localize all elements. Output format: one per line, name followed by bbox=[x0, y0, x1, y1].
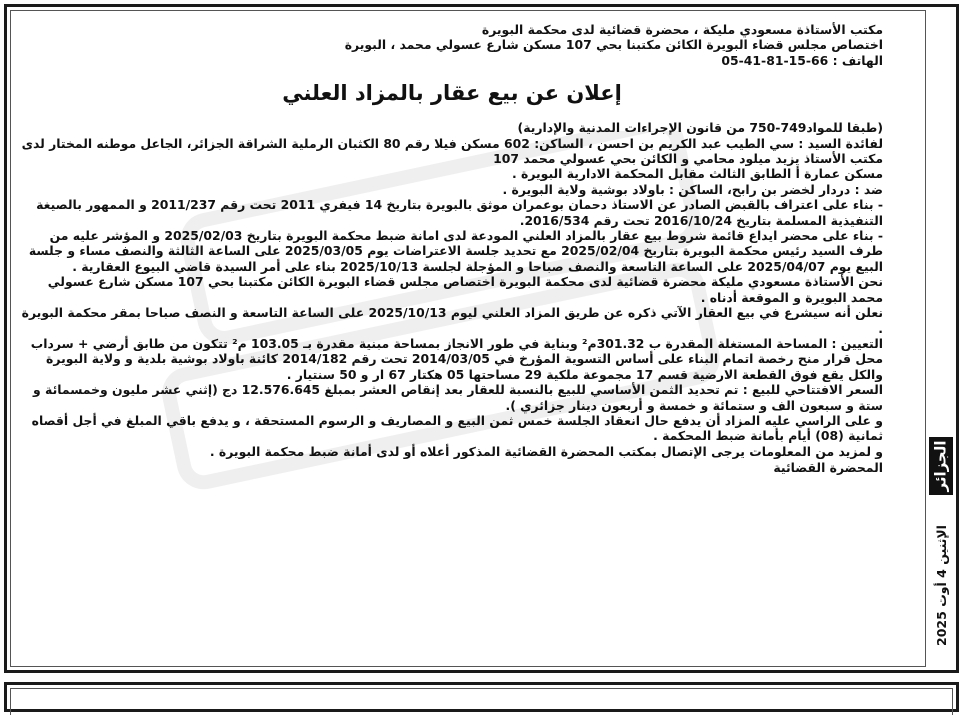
notice-title: إعلان عن بيع عقار بالمزاد العلني bbox=[282, 81, 622, 106]
office-phone: الهاتف : 66-15-81-41-05 bbox=[721, 52, 883, 68]
newspaper-brand bbox=[929, 437, 953, 495]
next-notice-inner bbox=[10, 688, 953, 715]
newspaper-brand-label: الجزائر bbox=[932, 440, 950, 492]
notice-content bbox=[21, 22, 883, 476]
defendant: ضد : دردار لخضر بن رابح، الساكن : باولاد بوشية ولاية البويرة . bbox=[502, 181, 883, 197]
basis-receipt: - بناء على اعتراف بالقبض الصادر عن الاستاذ دحمان بوعمران موثق بالبويرة بتاريخ 14 فيفري 2011 تحت رقم 2011/237 و الممهور بالصيغة التنفيذية المسلمة بتاريخ 2016/10/24 تحت رقم 2016/534. bbox=[36, 197, 883, 228]
beneficiary-address: مسكن عمارة أ الطابق الثالث مقابل المحكمة الادارية البويرة . bbox=[511, 166, 883, 182]
property-description: التعيين : المساحة المستغلة المقدرة ب 301.32م² وبناية في طور الانجاز بمساحة مبنية مقدرة بـ 103.05 م² تتكون من طابق أرضي + سرداب محل قرار منح رخصة اتمام البناء على أساس التسوية المؤرخ في 2014/03/05 تحت رقم 2014/182 كائنة باولاد بوشية بلدية و ولاية البويرة والكل يقع فوق القطعة الارضية قسم 17 مجموعة ملكية 29 مساحتها 05 هكتار 67 ار و 50 سنتيار . bbox=[30, 335, 883, 382]
contact-info: و لمزيد من المعلومات يرجى الإتصال بمكتب المحضرة القضائية المذكور أعلاه أو لدى أمانة ضبط محكمة البويرة . bbox=[209, 443, 883, 459]
opening-price: السعر الافتتاحي للبيع : تم تحديد الثمن الأساسي للبيع بالنسبة للعقار بعد إنقاص العشر بمبلغ 12.576.645 دج (إثني عشر مليون وخمسمائة و ستة و سبعون الف و ستمائة و خمسة و أربعون دينار جزائري ). bbox=[33, 382, 883, 413]
issue-date bbox=[929, 499, 953, 671]
office-address: اختصاص مجلس قضاء البويرة الكائن مكتبنا بحي 107 مسكن شارع عسولي محمد ، البويرة bbox=[344, 37, 883, 53]
notice-inner-frame bbox=[10, 10, 926, 667]
next-notice-box bbox=[4, 682, 959, 712]
payment-terms: و على الراسي عليه المزاد أن يدفع حال انعقاد الجلسة خمس ثمن البيع و المصاريف و الرسوم المستحقة ، و يدفع باقي المبلغ في أجل أقصاه ثمانية (08) أيام بأمانة ضبط المحكمة . bbox=[31, 412, 883, 444]
side-strip bbox=[929, 437, 953, 673]
sale-announcement: نعلن أنه سيشرع في بيع العقار الآتي ذكره عن طريق المزاد العلني ليوم 2025/10/13 على الساعة التاسعة و النصف صباحا بمقر محكمة البويرة . bbox=[21, 305, 883, 336]
auction-notice-box bbox=[4, 4, 959, 673]
issue-date-label: الإثنين 4 أوت 2025 bbox=[933, 524, 949, 646]
bailiff-statement: نحن الأستاذة مسعودي مليكة محضرة قضائية لدى محكمة البويرة اختصاص مجلس قضاء البويرة الكائن مكتبنا بحي 107 مسكن شارع عسولي محمد البويرة و الموقعة أدناه . bbox=[47, 274, 883, 305]
legal-basis: (طبقا للمواد749-750 من قانون الإجراءات المدنية والإدارية) bbox=[517, 120, 883, 136]
beneficiary: لفائدة السيد : سي الطيب عبد الكريم بن احسن ، الساكن: 602 مسكن فيلا رقم 80 الكثبان الرملية الشراقة الجزائر، الجاعل موطنه المختار لدى مكتب الأستاذ يزيد ميلود محامي و الكائن بحي عسولي محمد 107 bbox=[21, 135, 883, 167]
office-name: مكتب الأستاذة مسعودي مليكة ، محضرة قضائية لدى محكمة البويرة bbox=[481, 22, 883, 37]
basis-conditions: - بناء على محضر ايداع قائمة شروط بيع عقار بالمزاد العلني المودعة لدى امانة ضبط محكمة البويرة بتاريخ 2025/02/03 و المؤشر عليه من طرف السيد رئيس محكمة البويرة بتاريخ 2025/02/04 مع تحديد جلسة الاعتراضات يوم 2025/03/05 على الساعة الثالثة والنصف مساء و جلسة البيع يوم 2025/04/07 على الساعة التاسعة والنصف صباحا و المؤجلة لجلسة 2025/10/13 بناء على أمر السيدة قاضي البيوع العقارية . bbox=[28, 228, 883, 274]
signature: المحضرة القضائية bbox=[773, 460, 883, 476]
